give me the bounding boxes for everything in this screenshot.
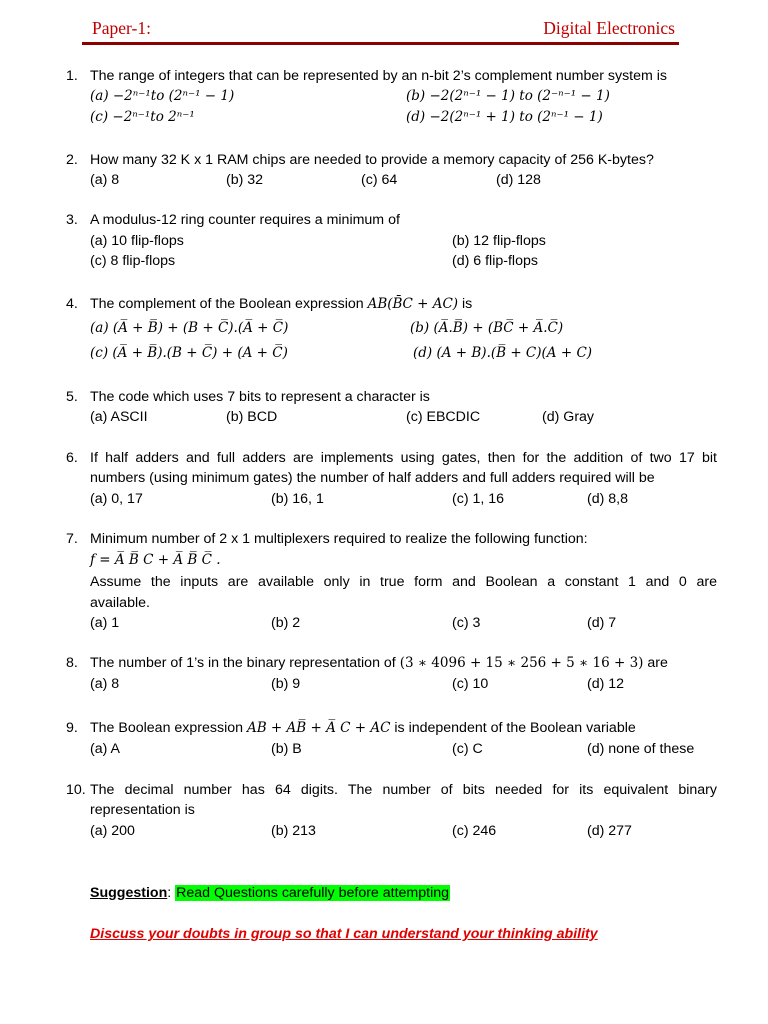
option-b: (b) 12 flip-flops [452,233,546,249]
question-number: 4. [66,296,78,312]
option-c: (c) 8 flip-flops [90,253,176,269]
page-header [82,18,679,45]
option-c: (c) EBCDIC [406,409,481,425]
option-a: (a) 8 [90,676,120,692]
boolean-expression: AB + AB̅ + A̅ C + AC [246,720,391,736]
question-text-line-3: Assume the inputs are available only in true form and Boolean a constant 1 and 0 are [90,574,717,590]
option-b: (b) 9 [271,676,301,692]
question-text-line-1: If half adders and full adders are implements using gates, then for the addition of two 17 bit [90,450,717,466]
question-text-line-2: representation is [90,802,195,818]
question-text: A modulus-12 ring counter requires a minimum of [90,212,400,228]
option-a: (a) 10 flip-flops [90,233,184,249]
subject-title: Digital Electronics [543,18,675,38]
question-text-prefix: The Boolean expression [90,720,247,736]
question-text-line-2: numbers (using minimum gates) the number of half adders and full adders required will be [90,470,655,486]
question-text-line-4: available. [90,595,150,611]
option-c: (c) −2ⁿ⁻¹to 2ⁿ⁻¹ [90,109,195,125]
option-b: (b) 2 [271,615,301,631]
question-text: Minimum number of 2 x 1 multiplexers required to realize the following function: [90,531,588,547]
discuss-note: Discuss your doubts in group so that I can understand your thinking ability [90,926,598,942]
option-d: (d) (A + B).(B̅ + C)(A + C) [413,345,593,361]
question-number: 9. [66,720,78,736]
suggestion-note [90,883,450,903]
suggestion-text: Read Questions carefully before attempting [176,885,450,901]
question-number: 3. [66,212,78,228]
option-d: (d) none of these [587,741,695,757]
option-a: (a) (A̅ + B̅) + (B + C̅).(A̅ + C̅) [90,320,289,336]
question-number: 2. [66,152,78,168]
option-d: (d) 128 [496,172,541,188]
option-d: (d) 8,8 [587,491,629,507]
question-text-prefix: The number of 1’s in the binary representation of [90,655,400,671]
question-text-line-1: The decimal number has 64 digits. The number of bits needed for its equivalent binary [90,782,717,798]
question-text: The range of integers that can be represented by an n-bit 2’s complement number system is [90,68,668,84]
option-c: (c) 3 [452,615,481,631]
option-d: (d) 7 [587,615,617,631]
option-b: (b) −2(2ⁿ⁻¹ − 1) to (2⁻ⁿ⁻¹ − 1) [406,88,610,104]
question-text [90,653,668,673]
question-text: The code which uses 7 bits to represent a character is [90,389,430,405]
question-text: How many 32 K x 1 RAM chips are needed to provide a memory capacity of 256 K-bytes? [90,152,654,168]
option-d: (d) 12 [587,676,625,692]
option-b: (b) 213 [271,823,316,839]
option-a: (a) 8 [90,172,120,188]
option-a: (a) −2ⁿ⁻¹to (2ⁿ⁻¹ − 1) [90,88,235,104]
question-text-prefix: The complement of the Boolean expression [90,296,368,312]
option-c: (c) (A̅ + B̅).(B + C̅) + (A + C̅) [90,345,288,361]
question-text-suffix: are [643,655,668,671]
question-number: 7. [66,531,78,547]
option-a: (a) A [90,741,120,757]
question-text [90,294,472,314]
option-c: (c) 10 [452,676,489,692]
question-number: 6. [66,450,78,466]
option-c: (c) 64 [361,172,398,188]
function-formula: f = A̅ B̅ C + A̅ B̅ C̅ . [90,552,221,568]
question-text [90,718,636,738]
boolean-expression: AB(B̄C + AC) [367,296,459,312]
paper-label: Paper-1: [92,18,151,38]
option-c: (c) 1, 16 [452,491,505,507]
question-number: 10. [66,782,86,798]
question-text-suffix: is independent of the Boolean variable [390,720,636,736]
question-number: 8. [66,655,78,671]
option-a: (a) ASCII [90,409,148,425]
suggestion-label: Suggestion [90,885,168,901]
option-b: (b) 32 [226,172,264,188]
option-b: (b) B [271,741,302,757]
option-a: (a) 1 [90,615,120,631]
suggestion-colon: : [167,885,176,901]
option-a: (a) 0, 17 [90,491,143,507]
option-a: (a) 200 [90,823,135,839]
option-b: (b) (A̅.B̅) + (BC̅ + A̅.C̅) [410,320,564,336]
option-c: (c) 246 [452,823,497,839]
question-number: 1. [66,68,78,84]
option-b: (b) BCD [226,409,278,425]
option-d: (d) 6 flip-flops [452,253,538,269]
option-b: (b) 16, 1 [271,491,324,507]
question-text-suffix: is [458,296,473,312]
question-number: 5. [66,389,78,405]
option-d: (d) 277 [587,823,632,839]
arithmetic-expression: (3 ∗ 4096 + 15 ∗ 256 + 5 ∗ 16 + 3) [399,655,644,671]
option-c: (c) C [452,741,483,757]
option-d: (d) −2(2ⁿ⁻¹ + 1) to (2ⁿ⁻¹ − 1) [406,109,603,125]
option-d: (d) Gray [542,409,595,425]
